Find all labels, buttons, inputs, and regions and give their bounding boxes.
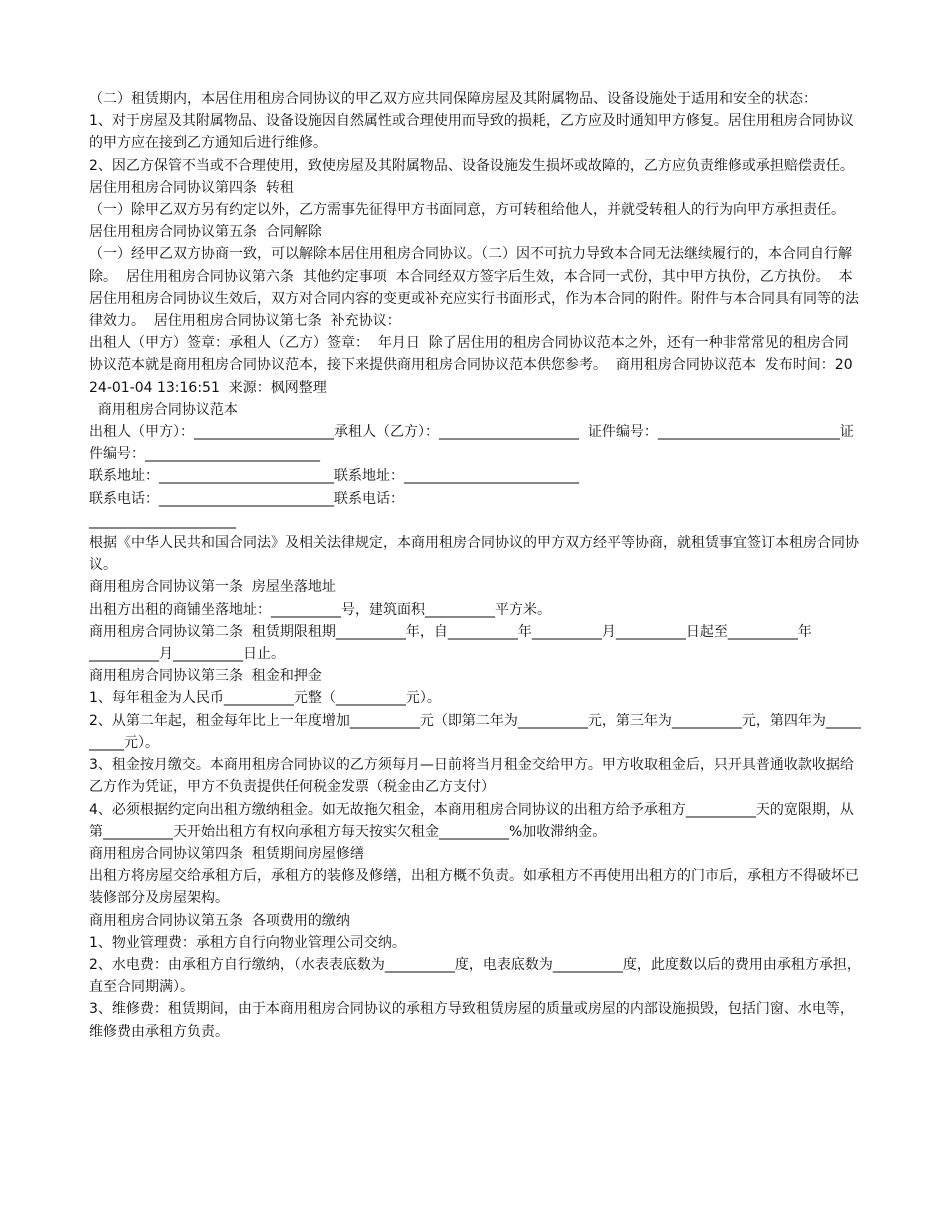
paragraph: 1、每年租金为人民币__________元整（__________元）。 xyxy=(89,690,441,707)
section-heading: 居住用租房合同协议第四条 转租 xyxy=(89,179,294,196)
paragraph: __________月__________日止。 xyxy=(89,646,285,663)
paragraph: （一）除甲乙双方另有约定以外，乙方需事先征得甲方书面同意，方可转租给他人，并就受转租人的行为向甲方承担责任。 xyxy=(89,202,845,219)
section-heading: 商用租房合同协议第五条 各项费用的缴纳 xyxy=(89,912,350,929)
document-title: 商用租房合同协议范本 xyxy=(89,401,238,418)
paragraph: 根据《中华人民共和国合同法》及相关法律规定，本商用租房合同协议的甲方双方经平等协商，就租赁事宜签订本租房合同协议。 xyxy=(89,535,859,574)
paragraph: 商用租房合同协议第二条 租赁期限租期__________年，自__________年__________月__________日起至__________年 xyxy=(89,623,812,640)
paragraph: （二）租赁期内，本居住用租房合同协议的甲乙双方应共同保障房屋及其附属物品、设备设施处于适用和安全的状态： xyxy=(89,91,817,107)
paragraph: 3、维修费：租赁期间，由于本商用租房合同协议的承租方导致租赁房屋的质量或房屋的内部设施损毁，包括门窗、水电等，维修费由承租方负责。 xyxy=(89,1001,854,1040)
paragraph: 1、对于房屋及其附属物品、设备设施因自然属性或合理使用而导致的损耗，乙方应及时通知甲方修复。居住用租房合同协议的甲方应在接到乙方通知后进行维修。 xyxy=(89,113,854,152)
section-heading: 商用租房合同协议第四条 租赁期间房屋修缮 xyxy=(89,845,364,862)
paragraph: （一）经甲乙双方协商一致，可以解除本居住用租房合同协议。（二）因不可抗力导致本合同无法继续履行的，本合同自行解除。 居住用租房合同协议第六条 其他约定事项 本合同经双方签字后生效，本合同一式份，其中甲方执份，乙方执份。 本居住用租房合同协议生效后，双方对合同内容的变更或补充应实行书面形式，作为本合同的附件。附件与本合同具有同等的法律效力。 居住用租房合同协议第七条 补充协议： xyxy=(89,246,859,330)
paragraph: 2、因乙方保管不当或不合理使用，致使房屋及其附属物品、设备设施发生损坏或故障的，乙方应负责维修或承担赔偿责任。 xyxy=(89,157,854,174)
paragraph: 3、租金按月缴交。本商用租房合同协议的乙方须每月—日前将当月租金交给甲方。甲方收取租金后，只开具普通收款收据给乙方作为凭证，甲方不负责提供任何税金发票（税金由乙方支付） xyxy=(89,757,854,796)
paragraph: _____________________ xyxy=(89,512,236,529)
paragraph: 联系电话：_________________________联系电话： xyxy=(89,490,404,507)
paragraph: 出租人（甲方）：____________________承租人（乙方）：____________________ 证件编号：__________________________证件编号：_________________________ xyxy=(89,424,854,463)
paragraph: 1、物业管理费：承租方自行向物业管理公司交纳。 xyxy=(89,934,406,951)
paragraph: 出租方出租的商铺坐落地址：__________号，建筑面积__________平方米。 xyxy=(89,601,551,618)
paragraph: 2、水电费：由承租方自行缴纳，（水表表底数为__________度，电表底数为__________度，此度数以后的费用由承租方承担，直至合同期满）。 xyxy=(89,956,861,996)
section-heading: 商用租房合同协议第三条 租金和押金 xyxy=(89,668,322,685)
paragraph: 4、必须根据约定向出租方缴纳租金。如无故拖欠租金，本商用租房合同协议的出租方给予承租方__________天的宽限期，从第__________天开始出租方有权向承租方每天按实欠租金__________%加收滞纳金。 xyxy=(89,801,854,840)
paragraph: 出租人（甲方）签章：承租人（乙方）签章： 年月日 除了居住用的租房合同协议范本之外，还有一种非常常见的租房合同协议范本就是商用租房合同协议范本，接下来提供商用租房合同协议范本供您参考。 商用租房合同协议范本 发布时间：2024-01-04 13:16:51 来源：枫网整理 xyxy=(89,335,853,396)
paragraph: 2、从第二年起，租金每年比上一年度增加__________元（即第二年为__________元，第三年为__________元，第四年为__________元）。 xyxy=(89,712,861,751)
paragraph: 出租方将房屋交给承租方后，承租方的装修及修缮，出租方概不负责。如承租方不再使用出租方的门市后，承租方不得破坏已装修部分及房屋架构。 xyxy=(89,868,859,907)
document-body xyxy=(89,88,861,1043)
paragraph: 联系地址：_________________________联系地址：_________________________ xyxy=(89,468,579,485)
section-heading: 居住用租房合同协议第五条 合同解除 xyxy=(89,224,322,241)
section-heading: 商用租房合同协议第一条 房屋坐落地址 xyxy=(89,579,336,596)
